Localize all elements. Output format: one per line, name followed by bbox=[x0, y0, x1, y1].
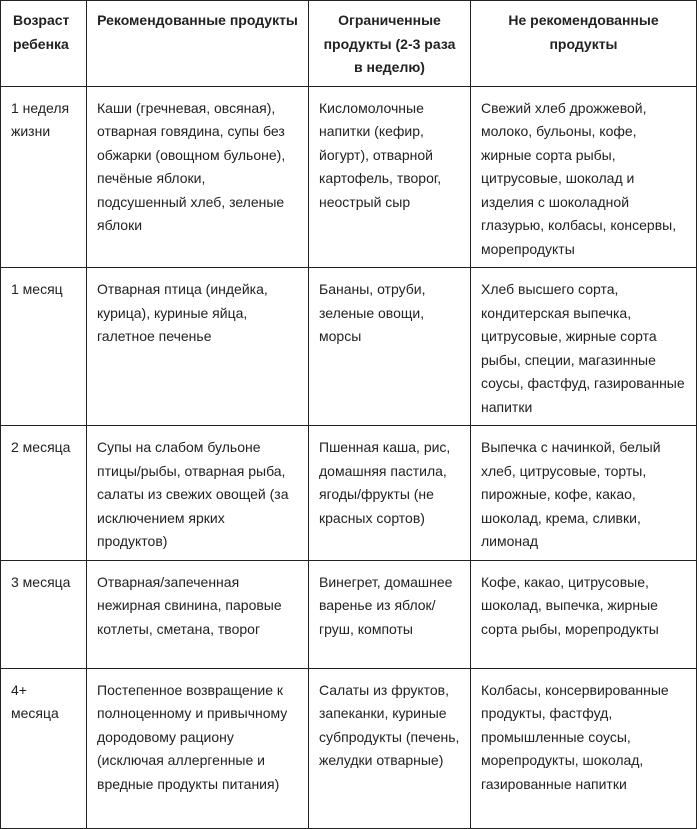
recommended-cell: Отварная/запеченная нежирная свинина, паровые котлеты, сметана, творог bbox=[87, 560, 309, 668]
not-recommended-cell: Хлеб высшего сорта, кондитерская выпечка, цитрусовые, жирные сорта рыбы, специи, магазинные соусы, фастфуд, газированные напитки bbox=[471, 268, 697, 426]
limited-cell: Бананы, отруби, зеленые овощи, морсы bbox=[309, 268, 471, 426]
age-cell: 1 неделя жизни bbox=[1, 86, 87, 268]
not-recommended-cell: Свежий хлеб дрожжевой, молоко, бульоны, кофе, жирные сорта рыбы, цитрусовые, шоколад и изделия с шоколадной глазурью, колбасы, консервы, морепродукты bbox=[471, 86, 697, 268]
not-recommended-cell: Кофе, какао, цитрусовые, шоколад, выпечка, жирные сорта рыбы, морепродукты bbox=[471, 560, 697, 668]
header-age: Возраст ребенка bbox=[1, 1, 87, 87]
table-row bbox=[1, 668, 697, 828]
age-cell: 2 месяца bbox=[1, 426, 87, 561]
limited-cell: Кисломолочные напитки (кефир, йогурт), отварной картофель, творог, неострый сыр bbox=[309, 86, 471, 268]
age-cell: 4+ месяца bbox=[1, 668, 87, 828]
table-row bbox=[1, 426, 697, 561]
limited-cell: Салаты из фруктов, запеканки, куриные субпродукты (печень, желудки отварные) bbox=[309, 668, 471, 828]
limited-cell: Винегрет, домашнее варенье из яблок/груш, компоты bbox=[309, 560, 471, 668]
table-row bbox=[1, 268, 697, 426]
limited-cell: Пшенная каша, рис, домашняя пастила, ягоды/фрукты (не красных сортов) bbox=[309, 426, 471, 561]
table-row bbox=[1, 560, 697, 668]
table-row bbox=[1, 86, 697, 268]
age-cell: 1 месяц bbox=[1, 268, 87, 426]
table-body bbox=[1, 86, 697, 828]
header-row bbox=[1, 1, 697, 87]
table-header bbox=[1, 1, 697, 87]
not-recommended-cell: Колбасы, консервированные продукты, фастфуд, промышленные соусы, морепродукты, шоколад, газированные напитки bbox=[471, 668, 697, 828]
header-recommended: Рекомендованные продукты bbox=[87, 1, 309, 87]
recommended-cell: Постепенное возвращение к полноценному и привычному дородовому рациону (исключая аллергенные и вредные продукты питания) bbox=[87, 668, 309, 828]
recommended-cell: Супы на слабом бульоне птицы/рыбы, отварная рыба, салаты из свежих овощей (за исключением ярких продуктов) bbox=[87, 426, 309, 561]
recommended-cell: Отварная птица (индейка, курица), куриные яйца, галетное печенье bbox=[87, 268, 309, 426]
not-recommended-cell: Выпечка с начинкой, белый хлеб, цитрусовые, торты, пирожные, кофе, какао, шоколад, крема, сливки, лимонад bbox=[471, 426, 697, 561]
age-cell: 3 месяца bbox=[1, 560, 87, 668]
header-not-recommended: Не рекомендованные продукты bbox=[471, 1, 697, 87]
recommended-cell: Каши (гречневая, овсяная), отварная говядина, супы без обжарки (овощном бульоне), печёные яблоки, подсушенный хлеб, зеленые яблоки bbox=[87, 86, 309, 268]
header-limited: Ограниченные продукты (2-3 раза в неделю) bbox=[309, 1, 471, 87]
